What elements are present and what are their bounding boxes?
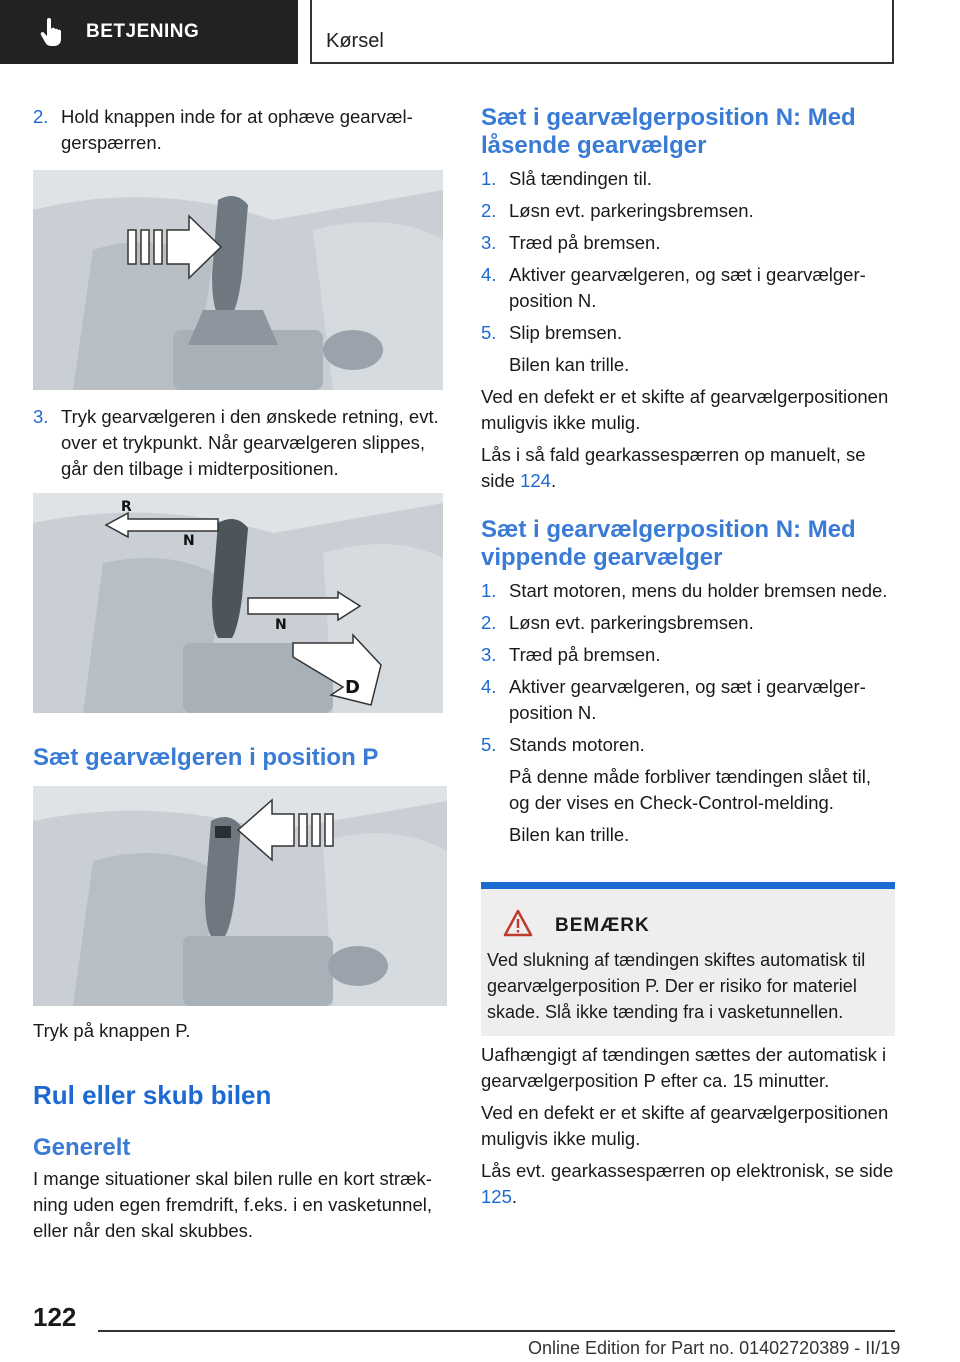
general-text: I mange situationer skal bilen rulle en kort strækning uden egen fremdrift, f.eks. i en vasketunnel, eller når den skal skubbes. bbox=[33, 1168, 433, 1241]
step-text: Aktiver gearvælgeren, og sæt i gearvælgerposition N. bbox=[509, 676, 866, 723]
step-text: Start motoren, mens du holder bremsen nede. bbox=[509, 580, 888, 601]
caption-press-p: Tryk på knappen P. bbox=[33, 1020, 191, 1041]
step-result: Bilen kan trille. bbox=[509, 824, 630, 845]
list-item bbox=[481, 610, 895, 636]
section-tab bbox=[0, 0, 298, 64]
list-item bbox=[481, 262, 895, 314]
release-text-2: Lås evt. gearkassespærren op elektronisk, se side 125. bbox=[481, 1160, 894, 1207]
page-number: 122 bbox=[33, 1302, 77, 1332]
figure-p-button bbox=[33, 786, 447, 1006]
step-text: Hold knappen inde for at ophæve gearvælgerspærren. bbox=[61, 106, 413, 153]
chapter-title: Kørsel bbox=[326, 30, 384, 52]
list-item bbox=[481, 320, 895, 346]
subheading-general: Generelt bbox=[33, 1134, 131, 1161]
left-step-2 bbox=[33, 104, 443, 156]
step-text: Stands motoren. bbox=[509, 734, 645, 755]
heading-tipping-selector: Sæt i gearvælgerposition N: Med vippende gearvælger bbox=[481, 516, 856, 571]
figure-gear-lever-unlock bbox=[33, 170, 443, 390]
step-number: 5. bbox=[481, 734, 497, 755]
heading-position-p: Sæt gearvælgeren i position P bbox=[33, 744, 379, 771]
step-number: 4. bbox=[481, 676, 497, 697]
heading-locking-selector: Sæt i gearvælgerposition N: Med låsende gearvælger bbox=[481, 104, 856, 159]
list-item bbox=[481, 732, 895, 758]
step-text: Træd på bremsen. bbox=[509, 232, 661, 253]
step-text: Løsn evt. parkeringsbremsen. bbox=[509, 200, 754, 221]
defect-text: Ved en defekt er et skifte af gearvælgerpositionen muligvis ikke mulig. bbox=[481, 386, 889, 433]
step-result: Bilen kan trille. bbox=[509, 354, 630, 375]
step-number: 5. bbox=[481, 322, 497, 343]
step-number: 4. bbox=[481, 264, 497, 285]
chapter-header bbox=[310, 0, 894, 64]
section-label: BETJENING bbox=[86, 21, 200, 42]
step-text: Tryk gearvælgeren i den ønskede retning, evt. over et trykpunkt. Når gearvælgeren slippes, går den tilbage i midterpositionen. bbox=[61, 406, 439, 479]
step-text: Slip bremsen. bbox=[509, 322, 623, 343]
step-number: 1. bbox=[481, 168, 497, 189]
notice-title: BEMÆRK bbox=[555, 915, 650, 936]
figure-gear-lever-directions bbox=[33, 493, 443, 713]
list-item bbox=[481, 642, 895, 668]
step-text: Slå tændingen til. bbox=[509, 168, 652, 189]
notice-box bbox=[481, 882, 895, 1036]
release-text: Lås i så fald gearkassespærren op manuelt, se side 124. bbox=[481, 444, 866, 491]
step-number: 2. bbox=[33, 106, 49, 127]
notice-text: Ved slukning af tændingen skiftes automatisk til gearvælgerposition P. Der er risiko for materiel skade. Slå ikke tænding fra i vasketunnellen. bbox=[487, 950, 866, 1022]
list-item bbox=[481, 166, 895, 192]
step-number: 2. bbox=[481, 612, 497, 633]
list-item bbox=[481, 578, 895, 604]
fig-label-r: R bbox=[121, 499, 132, 515]
step-number: 3. bbox=[33, 406, 49, 427]
step-text: Træd på bremsen. bbox=[509, 644, 661, 665]
edition-text: Online Edition for Part no. 01402720389 - II/19 bbox=[528, 1338, 901, 1358]
footer-divider bbox=[98, 1330, 895, 1332]
step-number: 3. bbox=[481, 232, 497, 253]
auto-p-section bbox=[481, 1042, 895, 1210]
step-number: 1. bbox=[481, 580, 497, 601]
list-item bbox=[481, 674, 895, 726]
tipping-steps bbox=[481, 578, 895, 848]
locking-steps bbox=[481, 166, 895, 494]
step-number: 3. bbox=[481, 644, 497, 665]
hand-pointer-icon bbox=[38, 17, 66, 47]
fig-label-d: D bbox=[345, 677, 360, 698]
list-item bbox=[481, 230, 895, 256]
step-number: 2. bbox=[481, 200, 497, 221]
page-link-124[interactable]: 124 bbox=[520, 470, 551, 491]
warning-triangle-icon bbox=[503, 909, 533, 937]
page-link-125[interactable]: 125 bbox=[481, 1186, 512, 1207]
left-step-3 bbox=[33, 404, 443, 482]
step-text: Løsn evt. parkeringsbremsen. bbox=[509, 612, 754, 633]
list-item bbox=[481, 198, 895, 224]
step-note: På denne måde forbliver tændingen slået til, og der vises en Check-Control-melding. bbox=[509, 766, 871, 813]
fig-label-n1: N bbox=[183, 533, 195, 549]
heading-roll-push: Rul eller skub bilen bbox=[33, 1080, 272, 1110]
step-text: Aktiver gearvælgeren, og sæt i gearvælgerposition N. bbox=[509, 264, 866, 311]
auto-p-text: Uafhængigt af tændingen sættes der automatisk i gearvælgerposition P efter ca. 15 minutter. bbox=[481, 1044, 887, 1091]
fig-label-n2: N bbox=[275, 617, 287, 633]
defect-text-2: Ved en defekt er et skifte af gearvælgerpositionen muligvis ikke mulig. bbox=[481, 1102, 889, 1149]
